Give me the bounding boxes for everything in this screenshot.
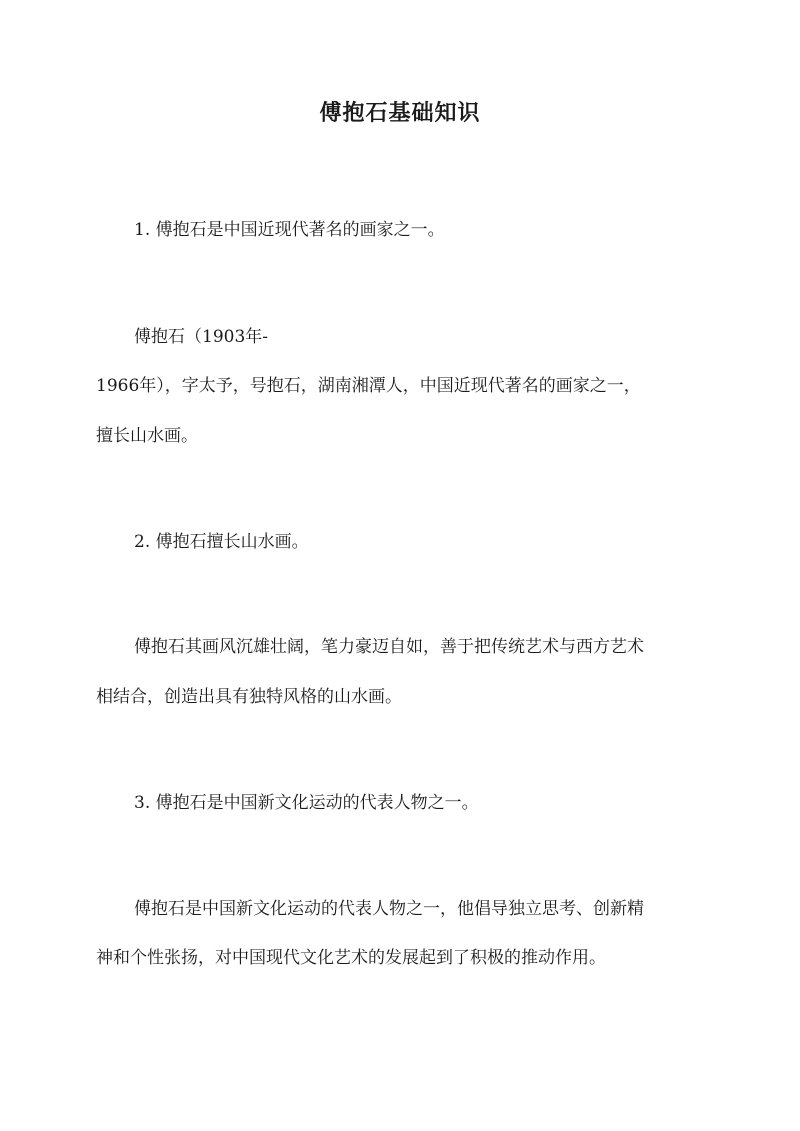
section-2-text-line-2: 相结合，创造出具有独特风格的山水画。 (96, 687, 402, 707)
section-3-text-line-1: 傅抱石是中国新文化运动的代表人物之一，他倡导独立思考、创新精 (134, 899, 644, 919)
section-1-text-line-1: 傅抱石（1903年- (134, 327, 269, 347)
section-3-heading: 3. 傅抱石是中国新文化运动的代表人物之一。 (134, 793, 479, 813)
section-1-text-line-2: 1966年），字太予，号抱石，湖南湘潭人，中国近现代著名的画家之一， (96, 376, 641, 396)
section-1-heading: 1. 傅抱石是中国近现代著名的画家之一。 (134, 220, 445, 240)
document-title: 傅抱石基础知识 (319, 100, 481, 126)
section-2-text-line-1: 傅抱石其画风沉雄壮阔，笔力豪迈自如，善于把传统艺术与西方艺术 (134, 637, 644, 657)
section-2-heading: 2. 傅抱石擅长山水画。 (134, 532, 309, 552)
section-3-text-line-2: 神和个性张扬，对中国现代文化艺术的发展起到了积极的推动作用。 (96, 948, 606, 968)
section-1-text-line-3: 擅长山水画。 (96, 426, 198, 446)
